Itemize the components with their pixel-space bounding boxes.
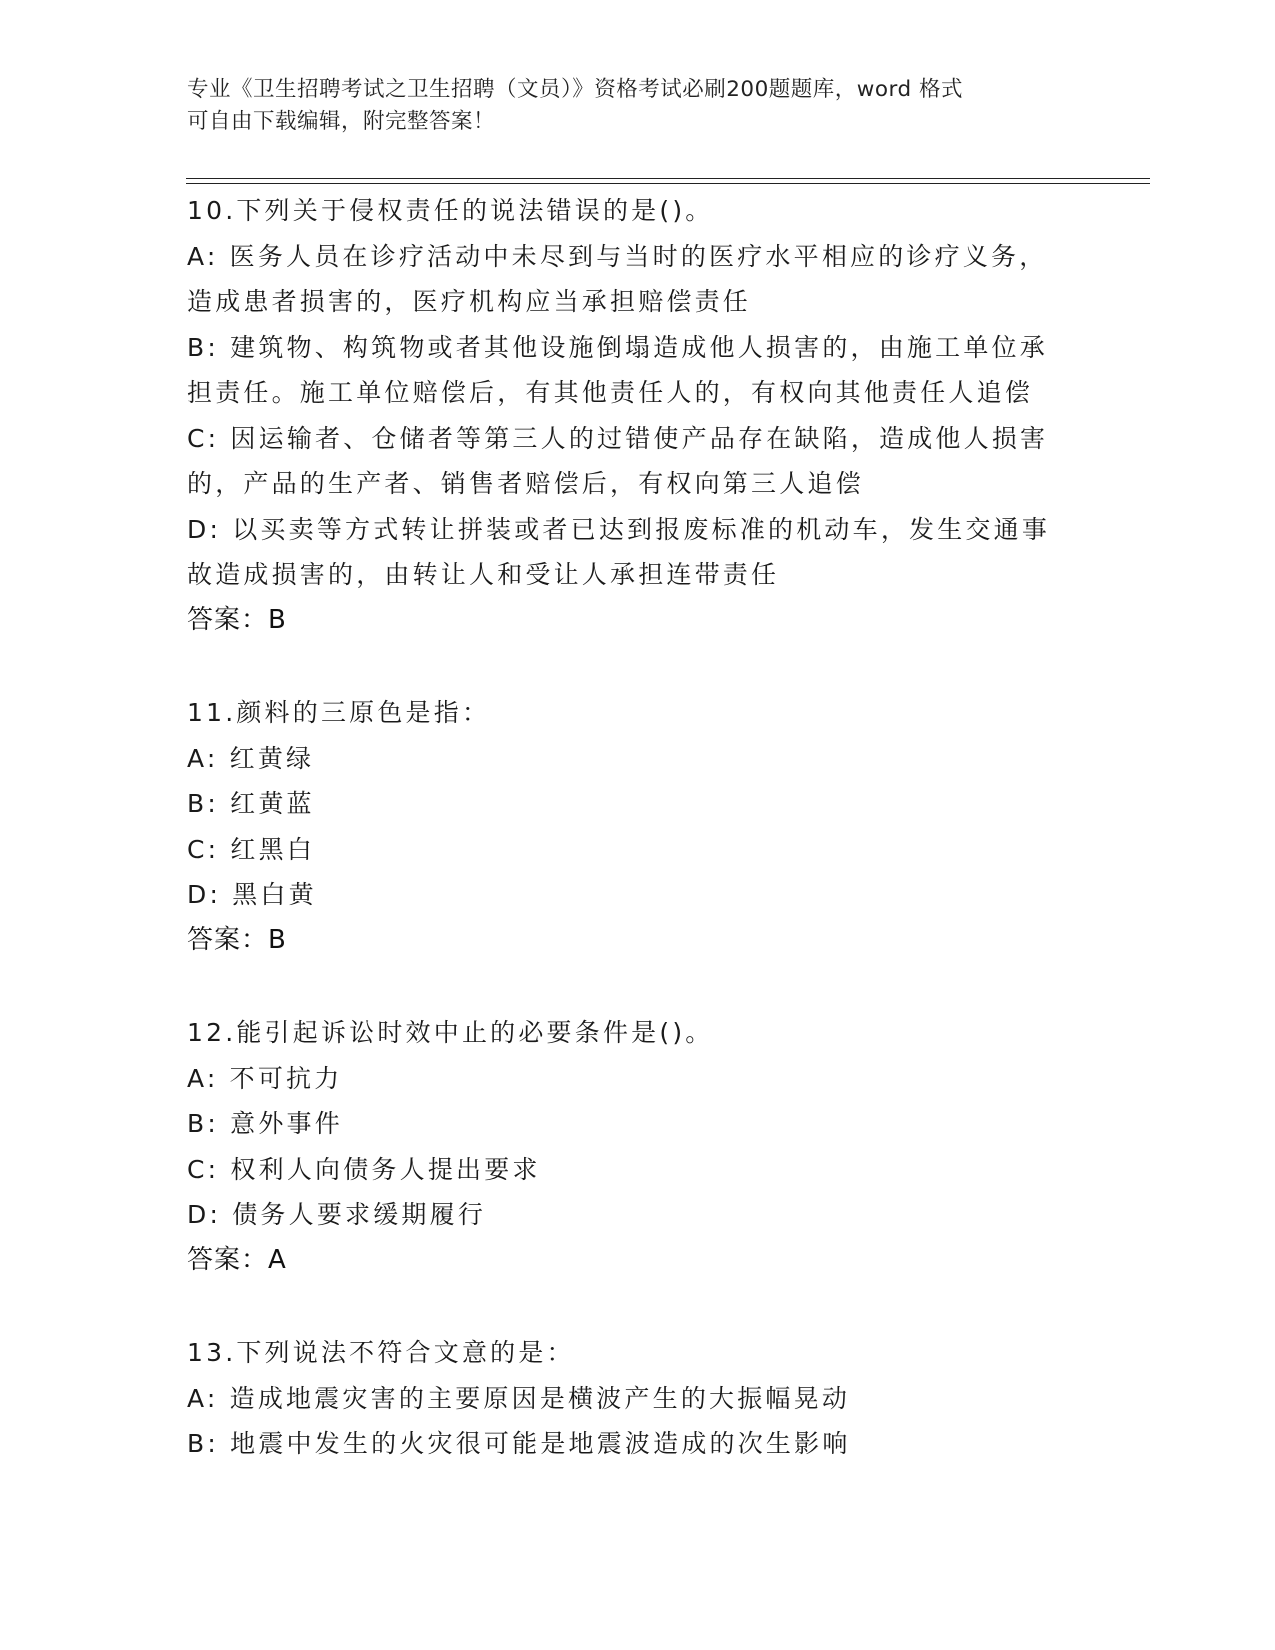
question-12-answer: 答案：A [187,1244,287,1275]
question-10-stem: 10.下列关于侵权责任的说法错误的是()。 [187,196,714,225]
question-10-option-a: A: 医务人员在诊疗活动中未尽到与当时的医疗水平相应的诊疗义务， [187,241,1048,271]
question-13-option-a: A: 造成地震灾害的主要原因是横波产生的大振幅晃动 [187,1383,851,1413]
question-10-option-c-cont: 的，产品的生产者、销售者赔偿后，有权向第三人追偿 [187,469,864,498]
question-10 [187,188,1087,643]
question-10-option-a-cont: 造成患者损害的，医疗机构应当承担赔偿责任 [187,287,752,316]
question-12-option-a: A: 不可抗力 [187,1063,343,1093]
header-divider-top [186,178,1150,179]
question-13 [187,1330,1087,1467]
question-12 [187,1010,1087,1283]
question-10-option-b-cont: 担责任。施工单位赔偿后，有其他责任人的，有权向其他责任人追偿 [187,378,1034,407]
header-divider-bottom [186,183,1150,184]
question-11-option-b: B: 红黄蓝 [187,789,315,818]
question-11-option-d: D: 黑白黄 [187,880,317,909]
question-10-option-d: D: 以买卖等方式转让拼装或者已达到报废标准的机动车，发生交通事 [187,514,1051,544]
question-12-option-c: C: 权利人向债务人提出要求 [187,1154,541,1184]
question-12-option-d: D: 债务人要求缓期履行 [187,1200,487,1229]
header-title-line-1: 专业《卫生招聘考试之卫生招聘（文员）》资格考试必刷200题题库，word 格式 [187,77,963,102]
question-11-stem: 11.颜料的三原色是指： [187,698,491,727]
question-11-option-c: C: 红黑白 [187,834,316,864]
document-header [187,74,1087,138]
header-title-line-2: 可自由下载编辑，附完整答案！ [187,109,496,134]
question-10-option-d-cont: 故造成损害的，由转让人和受让人承担连带责任 [187,560,780,589]
question-11-option-a: A: 红黄绿 [187,743,315,773]
question-11 [187,690,1087,963]
question-13-option-b: B: 地震中发生的火灾很可能是地震波造成的次生影响 [187,1429,851,1458]
question-12-option-b: B: 意外事件 [187,1109,343,1138]
question-10-option-b: B: 建筑物、构筑物或者其他设施倒塌造成他人损害的，由施工单位承 [187,332,1048,362]
question-12-stem: 12.能引起诉讼时效中止的必要条件是()。 [187,1018,714,1047]
question-10-answer: 答案：B [187,604,287,635]
question-list [187,188,1087,1514]
question-11-answer: 答案：B [187,924,287,955]
question-10-option-c: C: 因运输者、仓储者等第三人的过错使产品存在缺陷，造成他人损害 [187,423,1049,453]
question-13-stem: 13.下列说法不符合文意的是： [187,1338,575,1367]
